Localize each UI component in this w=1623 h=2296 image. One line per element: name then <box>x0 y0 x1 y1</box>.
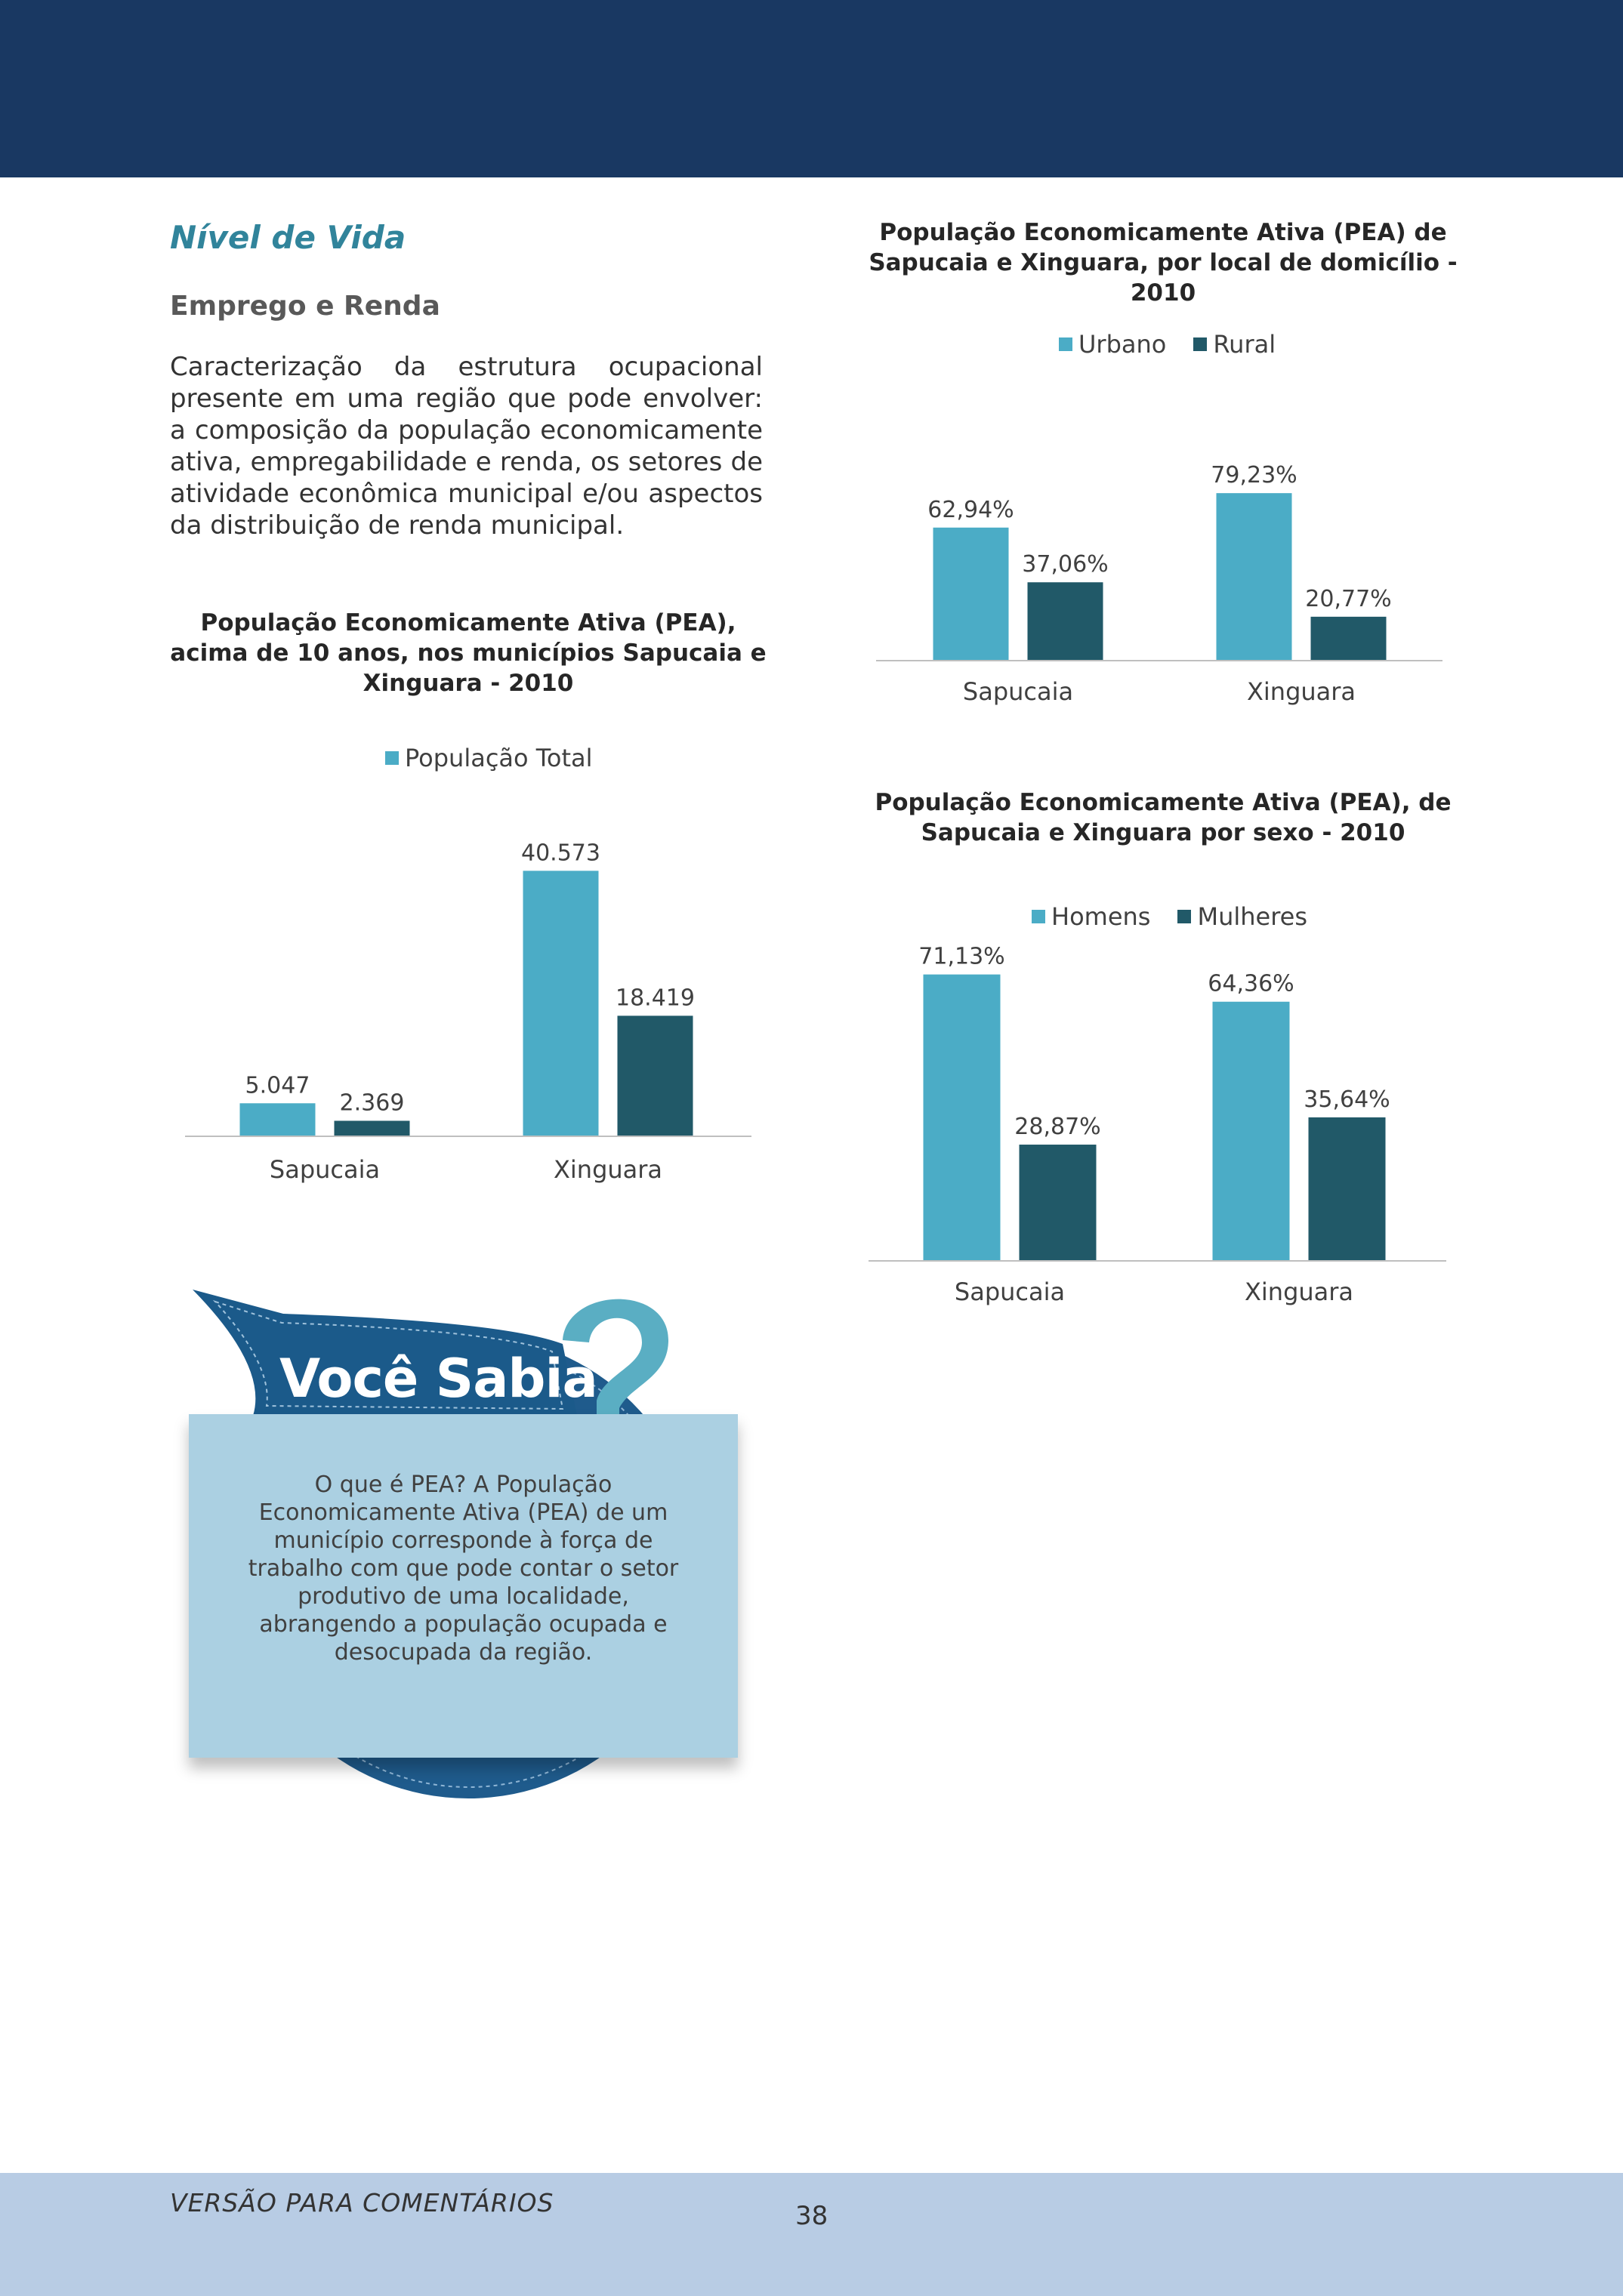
page-number: 38 <box>795 2201 828 2231</box>
category-label-sapucaia: Sapucaia <box>269 1155 381 1184</box>
chart-domicile-title: População Economicamente Ativa (PEA) de Sapucaia e Xinguara, por local de domicílio - 2010 <box>869 219 1458 307</box>
legend-item-urbano <box>1059 330 1166 359</box>
bar-xinguara-1 <box>618 1015 693 1136</box>
bar-xinguara-0 <box>1213 1002 1290 1261</box>
data-label: 35,64% <box>1304 1086 1390 1113</box>
chart-domicile <box>861 374 1465 721</box>
category-label-xinguara: Xinguara <box>1244 1277 1354 1306</box>
data-label: 5.047 <box>245 1072 310 1099</box>
legend-label: População Total <box>405 744 593 772</box>
bar-sapucaia-0 <box>924 975 1001 1261</box>
subsection-title: Emprego e Renda <box>170 291 440 322</box>
callout-title: Você Sabia <box>279 1348 597 1410</box>
data-label: 28,87% <box>1014 1114 1101 1141</box>
data-label: 62,94% <box>927 496 1014 523</box>
data-label: 71,13% <box>918 943 1005 970</box>
data-label: 18.419 <box>616 985 695 1012</box>
bar-sapucaia-1 <box>1028 582 1103 661</box>
data-label: 20,77% <box>1305 585 1392 612</box>
legend-swatch-icon <box>1193 337 1207 351</box>
category-label-xinguara: Xinguara <box>553 1155 663 1184</box>
intro-paragraph: Caracterização da estrutura ocupacional presente em uma região que pode envolver: a composição da população economicamente ativa, empregabilidade e renda, os setores de atividade econômica municipal e/ou aspectos da distribuição de renda municipal. <box>170 352 763 541</box>
category-label-xinguara: Xinguara <box>1246 677 1356 706</box>
legend-swatch-icon <box>1177 910 1191 923</box>
legend-label: Homens <box>1051 902 1151 931</box>
header-band <box>0 0 1623 177</box>
data-label: 37,06% <box>1022 551 1109 578</box>
chart-total <box>170 800 774 1193</box>
bar-xinguara-1 <box>1309 1117 1386 1261</box>
legend-label: Mulheres <box>1197 902 1308 931</box>
data-label: 64,36% <box>1208 970 1294 997</box>
footer-label: VERSÃO PARA COMENTÁRIOS <box>170 2188 554 2217</box>
chart-sex-title: População Economicamente Ativa (PEA), de Sapucaia e Xinguara por sexo - 2010 <box>875 789 1452 846</box>
bar-xinguara-0 <box>523 871 599 1136</box>
legend-label: Urbano <box>1078 330 1167 359</box>
category-label-sapucaia: Sapucaia <box>954 1277 1066 1306</box>
data-label: 40.573 <box>521 840 600 867</box>
legend-label: Rural <box>1213 330 1276 359</box>
callout-text: O que é PEA? A População Economicamente Ativa (PEA) de um município corresponde à força de trabalho com que pode contar o setor produtivo de uma localidade, abrangendo a população ocupada e desocupada da região. <box>248 1472 679 1666</box>
bar-sapucaia-0 <box>933 528 1009 661</box>
chart-total-title: População Economicamente Ativa (PEA), acima de 10 anos, nos municípios Sapucaia e Xinguara - 2010 <box>170 609 767 697</box>
legend-item-total <box>385 744 593 772</box>
bar-xinguara-0 <box>1217 493 1292 661</box>
category-label-sapucaia: Sapucaia <box>962 677 1074 706</box>
legend-item-rural <box>1193 330 1276 359</box>
chart-sex-legend <box>1032 902 1307 931</box>
data-label: 2.369 <box>339 1089 405 1117</box>
section-title: Nível de Vida <box>170 219 406 256</box>
bar-sapucaia-1 <box>335 1120 410 1136</box>
data-label: 79,23% <box>1211 462 1297 489</box>
legend-swatch-icon <box>385 751 399 765</box>
bar-sapucaia-0 <box>240 1103 316 1136</box>
legend-swatch-icon <box>1059 337 1072 351</box>
bar-xinguara-1 <box>1311 617 1387 661</box>
legend-swatch-icon <box>1032 910 1045 923</box>
legend-item-mulheres <box>1177 902 1307 931</box>
chart-total-legend <box>385 744 593 772</box>
chart-sex <box>861 929 1473 1321</box>
bar-sapucaia-1 <box>1020 1145 1097 1261</box>
chart-domicile-legend <box>1059 330 1276 359</box>
legend-item-homens <box>1032 902 1150 931</box>
